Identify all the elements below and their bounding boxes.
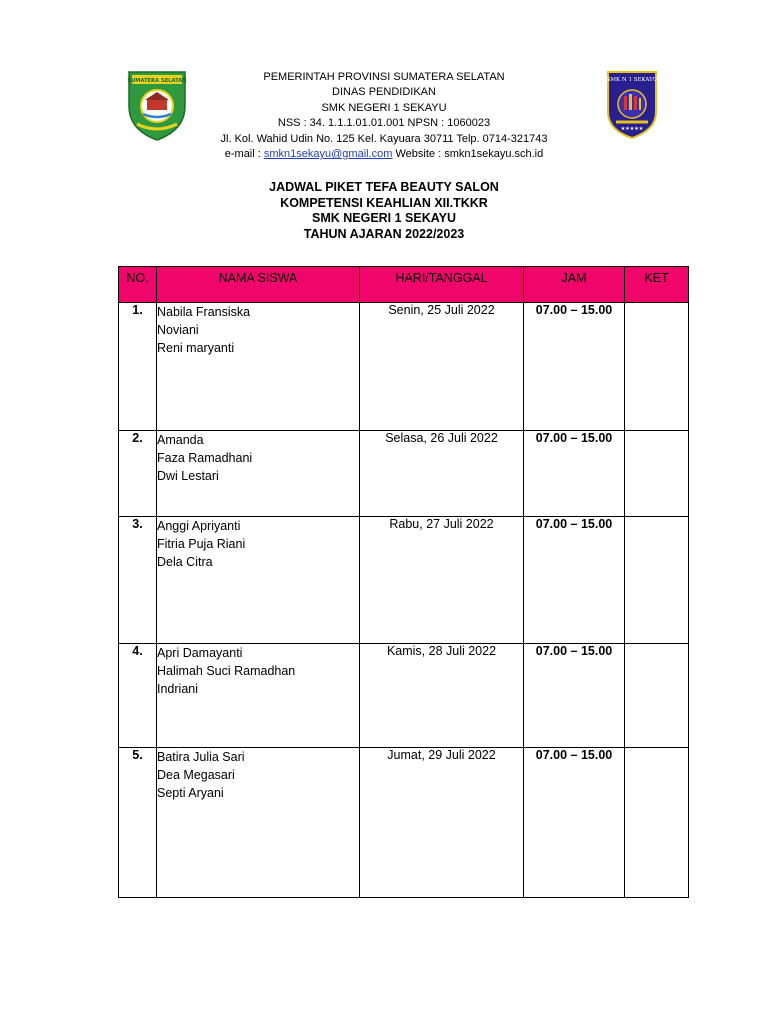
student-name: Halimah Suci Ramadhan	[157, 664, 296, 678]
student-name: Apri Damayanti	[157, 646, 243, 660]
contact-line	[200, 147, 568, 162]
student-names	[157, 517, 360, 644]
student-name: Faza Ramadhani	[157, 451, 253, 465]
table-row	[119, 748, 689, 898]
svg-text:★★★★★: ★★★★★	[620, 126, 644, 132]
table-row	[119, 517, 689, 644]
province-emblem-icon	[123, 66, 191, 142]
academic-year-title: TAHUN AJARAN 2022/2023	[303, 226, 465, 241]
row-ket	[625, 748, 689, 898]
row-number: 4.	[119, 644, 157, 748]
table-row	[119, 431, 689, 517]
header-no: NO.	[119, 267, 157, 303]
header-jam: JAM	[524, 267, 625, 303]
row-ket	[625, 644, 689, 748]
student-name: Dwi Lestari	[157, 469, 219, 483]
row-date: Jumat, 29 Juli 2022	[360, 748, 524, 898]
header-nama-siswa: NAMA SISWA	[157, 267, 360, 303]
student-name: Nabila Fransiska	[157, 305, 251, 319]
nss-line: NSS : 34. 1.1.1.01.01.001 NPSN : 1060023	[277, 117, 491, 130]
row-time: 07.00 – 15.00	[524, 644, 625, 748]
competency-title: KOMPETENSI KEAHLIAN XII.TKKR	[280, 195, 488, 210]
row-number: 2.	[119, 431, 157, 517]
student-name: Septi Aryani	[157, 786, 224, 800]
row-number: 5.	[119, 748, 157, 898]
header-ket: KET	[625, 267, 689, 303]
svg-text:SUMATERA SELATAN: SUMATERA SELATAN	[127, 78, 187, 84]
student-name: Amanda	[157, 433, 204, 447]
student-names	[157, 644, 360, 748]
letterhead-text	[200, 70, 568, 162]
student-name: Noviani	[157, 323, 199, 337]
student-names	[157, 431, 360, 517]
row-ket	[625, 431, 689, 517]
student-name: Anggi Apriyanti	[157, 519, 241, 533]
student-names	[157, 303, 360, 431]
student-name: Batira Julia Sari	[157, 750, 245, 764]
department-line: DINAS PENDIDIKAN	[332, 86, 436, 99]
document-title-block	[0, 180, 768, 242]
row-number: 3.	[119, 517, 157, 644]
schedule-title: JADWAL PIKET TEFA BEAUTY SALON	[269, 180, 499, 194]
table-row	[119, 644, 689, 748]
header-hari-tanggal: HARI/TANGGAL	[360, 267, 524, 303]
website-label: Website :	[395, 148, 442, 161]
row-date: Kamis, 28 Juli 2022	[360, 644, 524, 748]
student-name: Fitria Puja Riani	[157, 537, 246, 551]
table-row	[119, 303, 689, 431]
student-name: Dea Megasari	[157, 768, 235, 782]
schedule-table	[118, 266, 689, 898]
student-names	[157, 748, 360, 898]
row-time: 07.00 – 15.00	[524, 431, 625, 517]
student-name: Dela Citra	[157, 555, 213, 569]
row-time: 07.00 – 15.00	[524, 517, 625, 644]
school-title: SMK NEGERI 1 SEKAYU	[311, 211, 457, 225]
table-header-row	[119, 267, 689, 303]
website-text: smkn1sekayu.sch.id	[444, 148, 544, 161]
row-ket	[625, 303, 689, 431]
row-time: 07.00 – 15.00	[524, 303, 625, 431]
row-number: 1.	[119, 303, 157, 431]
school-emblem-icon	[604, 68, 660, 140]
address-line: Jl. Kol. Wahid Udin No. 125 Kel. Kayuara 30711 Telp. 0714-321743	[220, 132, 548, 145]
email-label: e-mail :	[224, 148, 261, 161]
row-date: Selasa, 26 Juli 2022	[360, 431, 524, 517]
row-time: 07.00 – 15.00	[524, 748, 625, 898]
student-name: Reni maryanti	[157, 341, 235, 355]
row-date: Senin, 25 Juli 2022	[360, 303, 524, 431]
row-date: Rabu, 27 Juli 2022	[360, 517, 524, 644]
svg-text:SMK N 1 SEKAYU: SMK N 1 SEKAYU	[606, 77, 658, 83]
row-ket	[625, 517, 689, 644]
school-line: SMK NEGERI 1 SEKAYU	[321, 101, 447, 114]
email-link[interactable]: smkn1sekayu@gmail.com	[263, 148, 393, 161]
government-line: PEMERINTAH PROVINSI SUMATERA SELATAN	[263, 71, 505, 83]
student-name: Indriani	[157, 682, 198, 696]
